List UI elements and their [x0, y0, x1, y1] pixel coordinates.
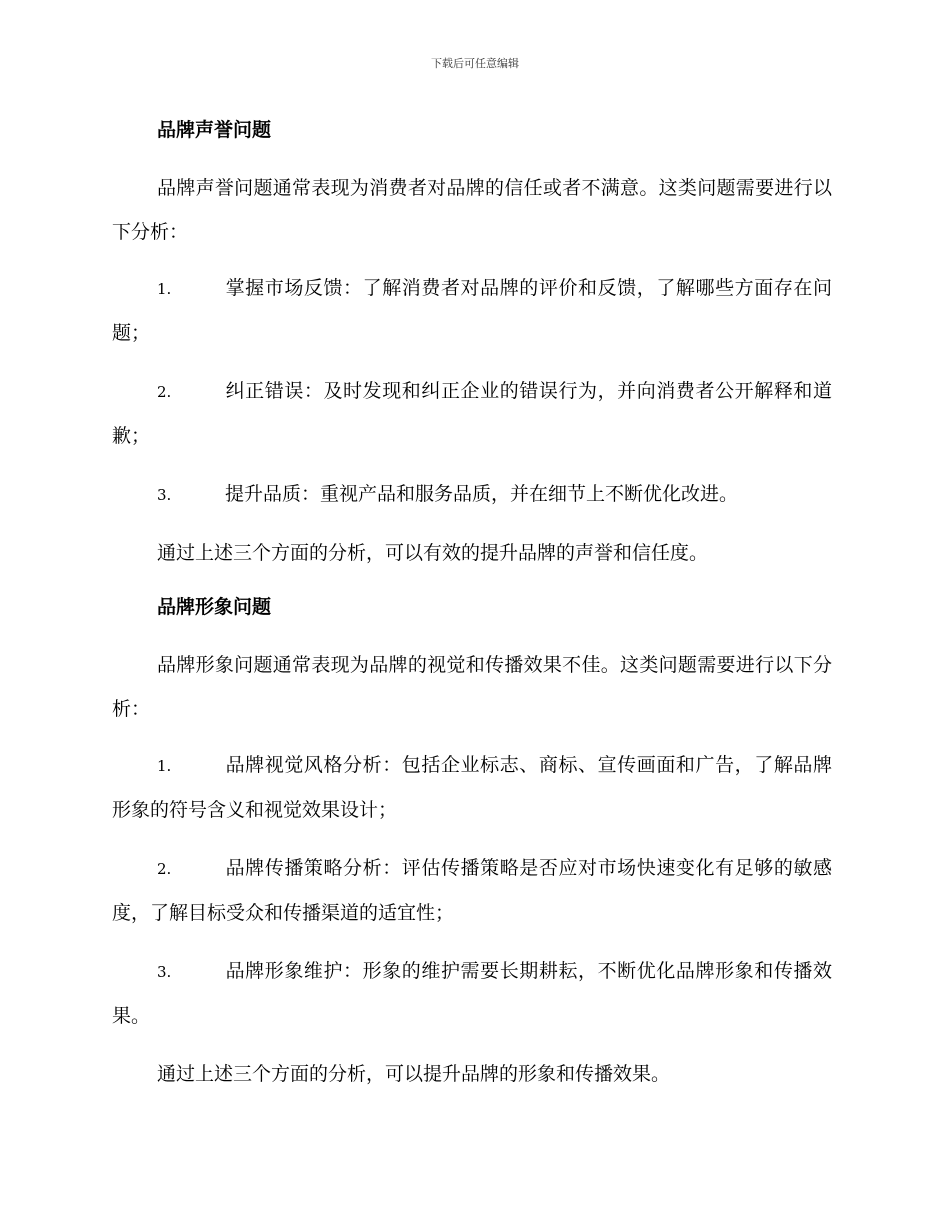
list-item: [112, 369, 832, 458]
list-number: 1.: [157, 757, 172, 775]
list-item: [112, 472, 832, 517]
section-brand-image: [112, 587, 832, 1096]
list-item-text: 品牌形象维护：形象的维护需要长期耕耘，不断优化品牌形象和传播效果。: [112, 960, 832, 1027]
list-item: [112, 846, 832, 935]
list-item-text: 提升品质：重视产品和服务品质，并在细节上不断优化改进。: [225, 483, 739, 505]
list-item: [112, 266, 832, 355]
document-body: [112, 110, 832, 1108]
section-conclusion: 通过上述三个方面的分析，可以提升品牌的形象和传播效果。: [157, 1063, 671, 1085]
list-number: 2.: [157, 860, 172, 878]
section-heading: 品牌形象问题: [157, 596, 272, 618]
section-intro: 品牌形象问题通常表现为品牌的视觉和传播效果不佳。这类问题需要进行以下分析：: [112, 654, 832, 720]
section-conclusion: 通过上述三个方面的分析，可以有效的提升品牌的声誉和信任度。: [157, 542, 709, 564]
list-item: [112, 743, 832, 832]
list-number: 3.: [157, 963, 172, 981]
list-item-text: 纠正错误：及时发现和纠正企业的错误行为，并向消费者公开解释和道歉；: [112, 380, 832, 447]
list-number: 2.: [157, 383, 172, 401]
list-number: 1.: [157, 280, 172, 298]
list-item-text: 品牌传播策略分析：评估传播策略是否应对市场快速变化有足够的敏感度，了解目标受众和传播渠道的适宜性；: [112, 857, 832, 924]
list-item: [112, 949, 832, 1038]
list-item-text: 掌握市场反馈：了解消费者对品牌的评价和反馈，了解哪些方面存在问题；: [112, 277, 832, 344]
list-number: 3.: [157, 486, 172, 504]
section-brand-reputation: [112, 110, 832, 575]
section-intro: 品牌声誉问题通常表现为消费者对品牌的信任或者不满意。这类问题需要进行以下分析：: [112, 177, 832, 243]
section-heading: 品牌声誉问题: [157, 119, 272, 141]
header-note: 下载后可任意编辑: [431, 57, 519, 70]
list-item-text: 品牌视觉风格分析：包括企业标志、商标、宣传画面和广告，了解品牌形象的符号含义和视觉效果设计；: [112, 754, 832, 821]
